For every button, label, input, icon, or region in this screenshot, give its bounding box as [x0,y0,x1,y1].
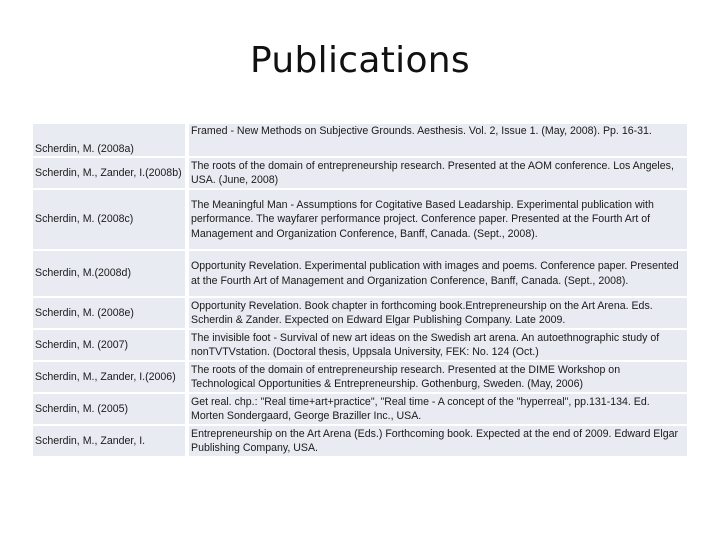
table-row [33,124,687,156]
row-description: Framed - New Methods on Subjective Grounds. Aesthesis. Vol. 2, Issue 1. (May, 2008). Pp. 16-31. [189,124,687,156]
table-row [33,426,687,456]
row-author: Scherdin, M., Zander, I.(2008b) [33,158,185,188]
table-row [33,298,687,328]
row-description: The roots of the domain of entrepreneurship research. Presented at the DIME Workshop on Technological Opportunities & Entrepreneurship. Gothenburg, Sweden. (May, 2006) [189,362,687,392]
table-row [33,362,687,392]
row-description: Opportunity Revelation. Experimental publication with images and poems. Conference paper. Presented at the Fourth Art of Management and Organization Conference, Banff, Canada. (Sept., 2008). [189,251,687,296]
row-description: The Meaningful Man - Assumptions for Cogitative Based Leadarship. Experimental publication with performance. The wayfarer performance project. Conference paper. Presented at the Fourth Art of Management and Organization Conference, Banff, Canada. (Sept., 2008). [189,190,687,249]
row-author: Scherdin, M. (2007) [33,330,185,360]
row-author: Scherdin, M.(2008d) [33,251,185,296]
row-description: The roots of the domain of entrepreneurship research. Presented at the AOM conference. Los Angeles, USA. (June, 2008) [189,158,687,188]
table-row [33,190,687,249]
row-description: Get real. chp.: "Real time+art+practice", "Real time - A concept of the "hyperreal", pp.131-134. Ed. Morten Sondergaard, George Braziller Inc., USA. [189,394,687,424]
row-author: Scherdin, M. (2008e) [33,298,185,328]
slide-title: Publications [250,40,470,81]
row-author: Scherdin, M., Zander, I.(2006) [33,362,185,392]
row-description: The invisible foot - Survival of new art ideas on the Swedish art arena. An autoethnographic study of nonTVTVstation. (Doctoral thesis, Uppsala University, FEK: No. 124 (Oct.) [189,330,687,360]
table-row [33,158,687,188]
row-description: Opportunity Revelation. Book chapter in forthcoming book.Entrepreneurship on the Art Arena. Eds. Scherdin & Zander. Expected on Edward Elgar Publishing Company. Late 2009. [189,298,687,328]
publications-table [33,122,687,458]
row-author: Scherdin, M. (2008a) [33,124,185,156]
row-author: Scherdin, M. (2005) [33,394,185,424]
row-author: Scherdin, M., Zander, I. [33,426,185,456]
table-row [33,251,687,296]
row-description: Entrepreneurship on the Art Arena (Eds.) Forthcoming book. Expected at the end of 2009. Edward Elgar Publishing Company, USA. [189,426,687,456]
row-author: Scherdin, M. (2008c) [33,190,185,249]
table-row [33,330,687,360]
table-row [33,394,687,424]
